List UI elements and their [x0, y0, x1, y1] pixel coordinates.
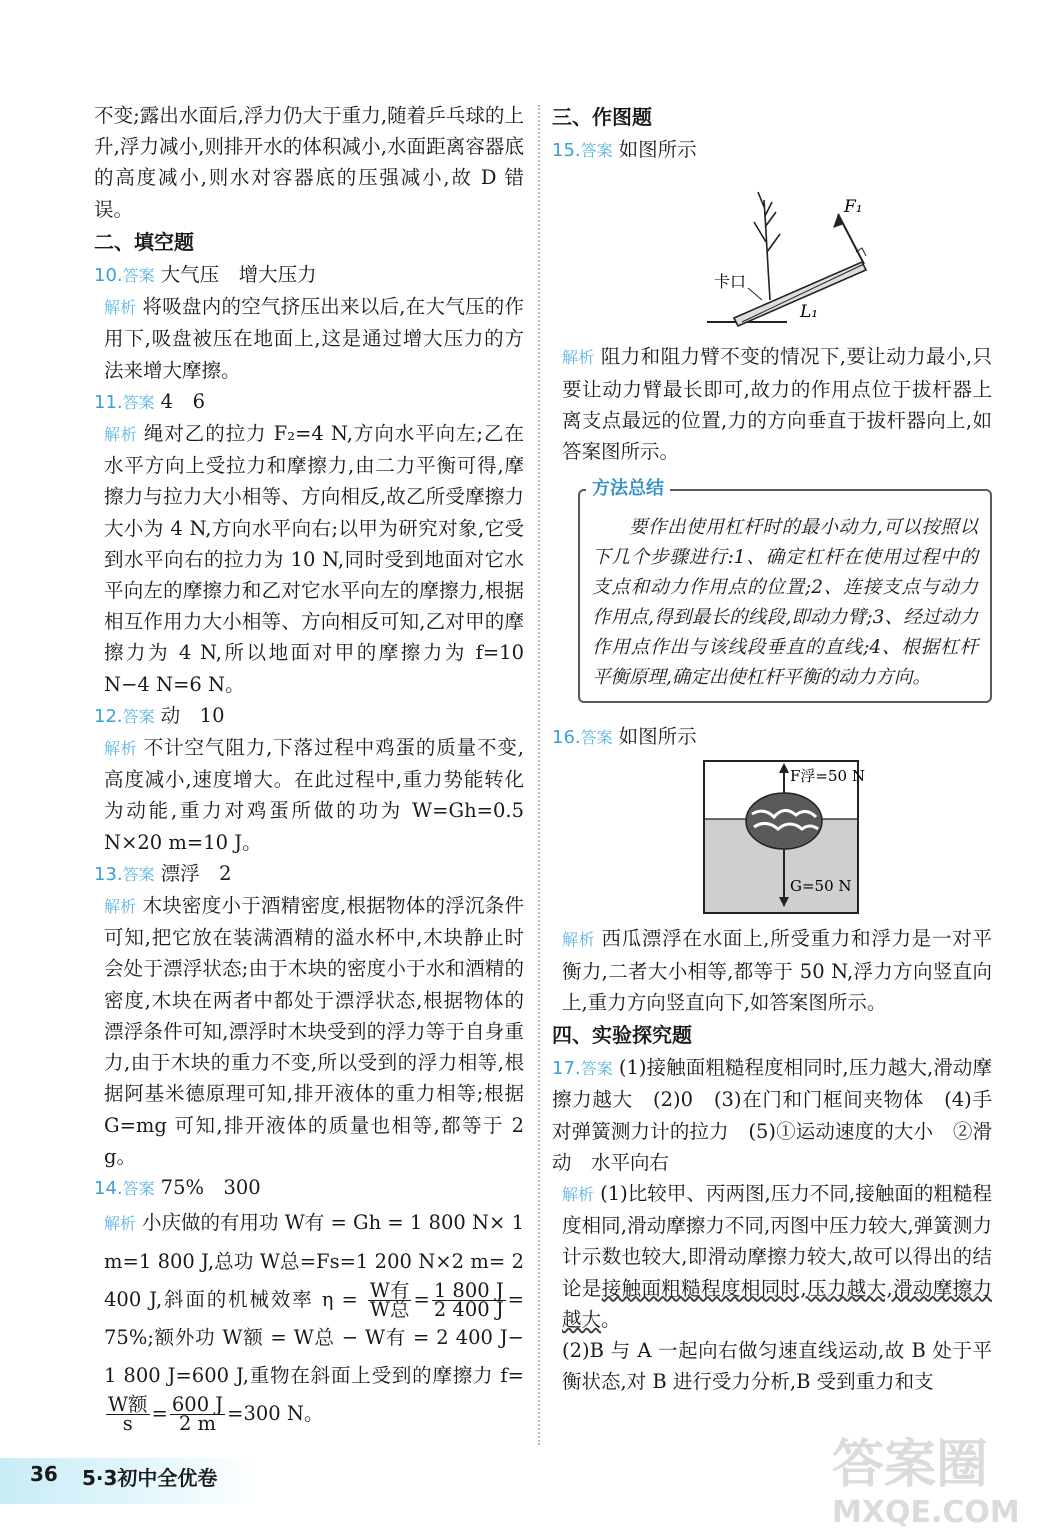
answer-tag: 答案 — [122, 1178, 155, 1198]
lever-diagram — [552, 172, 992, 337]
q12-analysis — [94, 732, 524, 858]
column-divider — [538, 105, 540, 1445]
q17-number: 17. — [552, 1058, 581, 1080]
q13-analysis-text: 木块密度小于酒精密度,根据物体的浮沉条件可知,把它放在装满酒精的溢水杯中,木块静止时会处于漂浮状态;由于木块的密度小于水和酒精的密度,木块在两者中都处于漂浮状态,根据物体的漂浮条件可知,漂浮时木块受到的浮力等于自身重力,由于木块的重力不变,所以受到的浮力相等,根据阿基米德原理可知,排开液体的重力相等;根据 G=mg 可知,排开液体的质量也相等,都等于 2 g。 — [104, 894, 524, 1168]
watermark-line1: 答案圈 — [832, 1435, 989, 1495]
intro-paragraph: 不变;露出水面后,浮力仍大于重力,随着乒乓球的上升,浮力减小,则排开水的体积减小,水面距离容器底的高度减小,则水对容器底的压强减小,故 D 错误。 — [94, 104, 524, 221]
q15-answer — [552, 134, 992, 166]
q14-analysis-part2: = 75%;额外功 W额 = W总 − W有 = 2 400 J− 1 800 J=600 J,重物在斜面上受到的摩擦力 f= — [104, 1288, 524, 1388]
q12-answer — [94, 700, 524, 732]
fraction-efficiency-numeric — [432, 1279, 506, 1322]
answer-tag: 答案 — [122, 706, 155, 726]
answer-tag: 答案 — [580, 1059, 613, 1079]
q16-number: 16. — [552, 727, 581, 749]
q12-answer-text: 动 10 — [160, 703, 225, 727]
q16-analysis — [552, 923, 992, 1018]
f1-label: F₁ — [844, 197, 863, 218]
q15-number: 15. — [552, 140, 581, 162]
q11-number: 11. — [94, 391, 123, 413]
kakou-label: 卡口 — [714, 272, 747, 292]
l1-label: L₁ — [800, 302, 819, 323]
q14-answer-text: 75% 300 — [160, 1175, 261, 1199]
q17-analysis — [552, 1178, 992, 1335]
q14-number: 14. — [94, 1177, 123, 1199]
q11-analysis-text: 绳对乙的拉力 F₂=4 N,方向水平向左;乙在水平方向上受拉力和摩擦力,由二力平衡可得,摩擦力与拉力大小相等、方向相反,故乙所受摩擦力大小为 4 N,方向水平向右;以甲为研究对象,它受到水平向右的拉力为 10 N,同时受到地面对它水平向左的摩擦力和乙对它水平向左的摩擦力,根据相互作用力大小相等、方向相反可知,乙对甲的摩擦力为 4 N,所以地面对甲的摩擦力为 f=10 N−4 N=6 N。 — [104, 422, 524, 696]
q16-answer-text: 如图所示 — [618, 725, 697, 749]
float-force-label: F浮=50 N — [790, 767, 865, 786]
q12-analysis-text: 不计空气阻力,下落过程中鸡蛋的质量不变,高度减小,速度增大。在此过程中,重力势能转化为动能,重力对鸡蛋所做的功为 W=Gh=0.5 N×20 m=10 J。 — [104, 736, 524, 854]
fraction-denominator: 2 400 J — [433, 1298, 504, 1322]
fraction-numerator: W有 — [369, 1279, 410, 1303]
fraction-denominator: 2 m — [178, 1412, 217, 1436]
answer-tag: 答案 — [580, 141, 613, 161]
gravity-label: G=50 N — [790, 877, 852, 896]
answer-tag: 答案 — [122, 266, 155, 286]
watermelon-diagram — [552, 759, 992, 919]
section-experiment-heading: 四、实验探究题 — [552, 1023, 692, 1048]
q10-number: 10. — [94, 265, 123, 287]
fraction-denominator: s — [122, 1412, 133, 1436]
method-summary-title: 方法总结 — [586, 474, 670, 504]
q17-conclusion-underlined: 接触面粗糙程度相同时,压力越大,滑动摩擦力越大 — [562, 1276, 992, 1331]
watermark-line2: MXQE.COM — [832, 1495, 1020, 1530]
q11-answer-text: 4 6 — [160, 389, 205, 413]
right-column — [552, 100, 992, 1397]
analysis-tag: 解析 — [104, 897, 137, 917]
q10-answer — [94, 259, 524, 291]
answer-tag: 答案 — [122, 392, 155, 412]
analysis-tag: 解析 — [104, 298, 137, 318]
fraction-friction-numeric — [170, 1393, 225, 1436]
q16-analysis-text: 西瓜漂浮在水面上,所受重力和浮力是一对平衡力,二者大小相等,都等于 50 N,浮力方向竖直向上,重力方向竖直向下,如答案图所示。 — [562, 927, 992, 1014]
q13-analysis — [94, 890, 524, 1172]
fraction-efficiency-symbolic — [368, 1279, 412, 1322]
method-summary-text: 要作出使用杠杆时的最小动力,可以按照以下几个步骤进行:1、确定杠杆在使用过程中的支点和动力作用点的位置;2、连接支点与动力作用点,得到最长的线段,即动力臂;3、经过动力作用点作出与该线段垂直的直线;4、根据杠杆平衡原理,确定出使杠杆平衡的动力方向。 — [592, 517, 978, 689]
analysis-tag: 解析 — [562, 1185, 595, 1205]
q14-analysis: 解析 小庆做的有用功 W有 = Gh = 1 800 N× 1 m=1 800 J,总功 W总=Fs=1 200 N×2 m= 2 400 J,斜面的机械效率 η = $\frac{\text{W有}}{\text{W总}}$ = $\frac{1 800 J}{2 400 J}$ = 75%;额外功 W额 = W总 − W有 = 2 400 J− 1 800 J=600 J,重物在斜面上受到的摩擦力 f= $\frac{\text{W额}}{s}$ = $\frac{600 J}{2 m}$ =300 N。 — [104, 1211, 524, 1436]
section-fill-heading: 二、填空题 — [94, 229, 194, 254]
q16-answer — [552, 721, 992, 753]
q17-analysis-2: (2)B 与 A 一起向右做匀速直线运动,故 B 处于平衡状态,对 B 进行受力分析,B 受到重力和支 — [562, 1339, 992, 1394]
q13-answer-text: 漂浮 2 — [160, 861, 232, 885]
section-draw-heading: 三、作图题 — [552, 105, 652, 129]
brand-label: 5·3初中全优卷 — [82, 1466, 218, 1490]
analysis-tag: 解析 — [104, 425, 138, 445]
q15-analysis — [552, 341, 992, 467]
q15-answer-text: 如图所示 — [618, 138, 697, 162]
q17-answer-text: (1)接触面粗糙程度相同时,压力越大,滑动摩擦力越大 (2)0 (3)在门和门框间夹物体 (4)手对弹簧测力计的拉力 (5)①运动速度的大小 ②滑动 水平向右 — [552, 1056, 992, 1174]
analysis-tag: 解析 — [562, 348, 595, 368]
q15-analysis-text: 阻力和阻力臂不变的情况下,要让动力最小,只要让动力臂最长即可,故力的作用点位于拔杆器上离支点最远的位置,力的方向垂直于拔杆器向上,如答案图所示。 — [562, 345, 992, 464]
answer-tag: 答案 — [580, 728, 613, 748]
q10-answer-text: 大气压 增大压力 — [160, 263, 317, 287]
method-summary-box — [578, 478, 992, 703]
q12-number: 12. — [94, 705, 123, 727]
q14-analysis-part3: =300 N。 — [227, 1402, 324, 1426]
lever-figure — [552, 172, 992, 337]
answer-tag: 答案 — [122, 864, 155, 884]
left-column — [94, 100, 524, 1436]
watermark-logo — [822, 1420, 1022, 1530]
q17-analysis-text: (1)比较甲、丙两图,压力不同,接触面的粗糙程度相同,滑动摩擦力不同,丙图中压力较大,弹簧测力计示数也较大,即滑动摩擦力较大,故可以得出的结论是 — [562, 1182, 992, 1300]
q13-number: 13. — [94, 863, 123, 885]
q11-answer — [94, 386, 524, 418]
q17-analysis-end: 。 — [601, 1307, 621, 1331]
q17-answer — [552, 1052, 992, 1178]
analysis-tag: 解析 — [104, 1214, 137, 1234]
fraction-denominator: W总 — [369, 1298, 410, 1322]
analysis-tag: 解析 — [562, 930, 596, 950]
fraction-numerator: W额 — [108, 1393, 148, 1417]
q10-analysis-text: 将吸盘内的空气挤压出来以后,在大气压的作用下,吸盘被压在地面上,这是通过增大压力的方法来增大摩擦。 — [104, 295, 524, 382]
q14-answer — [94, 1172, 524, 1204]
page-number: 36 — [30, 1462, 58, 1486]
q14-analysis-part1: 小庆做的有用功 W有 = Gh = 1 800 N× 1 m=1 800 J,总功 W总=Fs=1 200 N×2 m= 2 400 J,斜面的机械效率 η = — [104, 1211, 524, 1312]
fraction-friction-symbolic — [106, 1393, 150, 1436]
q13-answer — [94, 858, 524, 890]
q11-analysis — [94, 418, 524, 700]
analysis-tag: 解析 — [104, 739, 138, 759]
watermelon-figure — [552, 759, 992, 919]
fraction-numerator: 600 J — [171, 1393, 224, 1417]
q10-analysis — [94, 291, 524, 386]
fraction-numerator: 1 800 J — [433, 1279, 504, 1303]
